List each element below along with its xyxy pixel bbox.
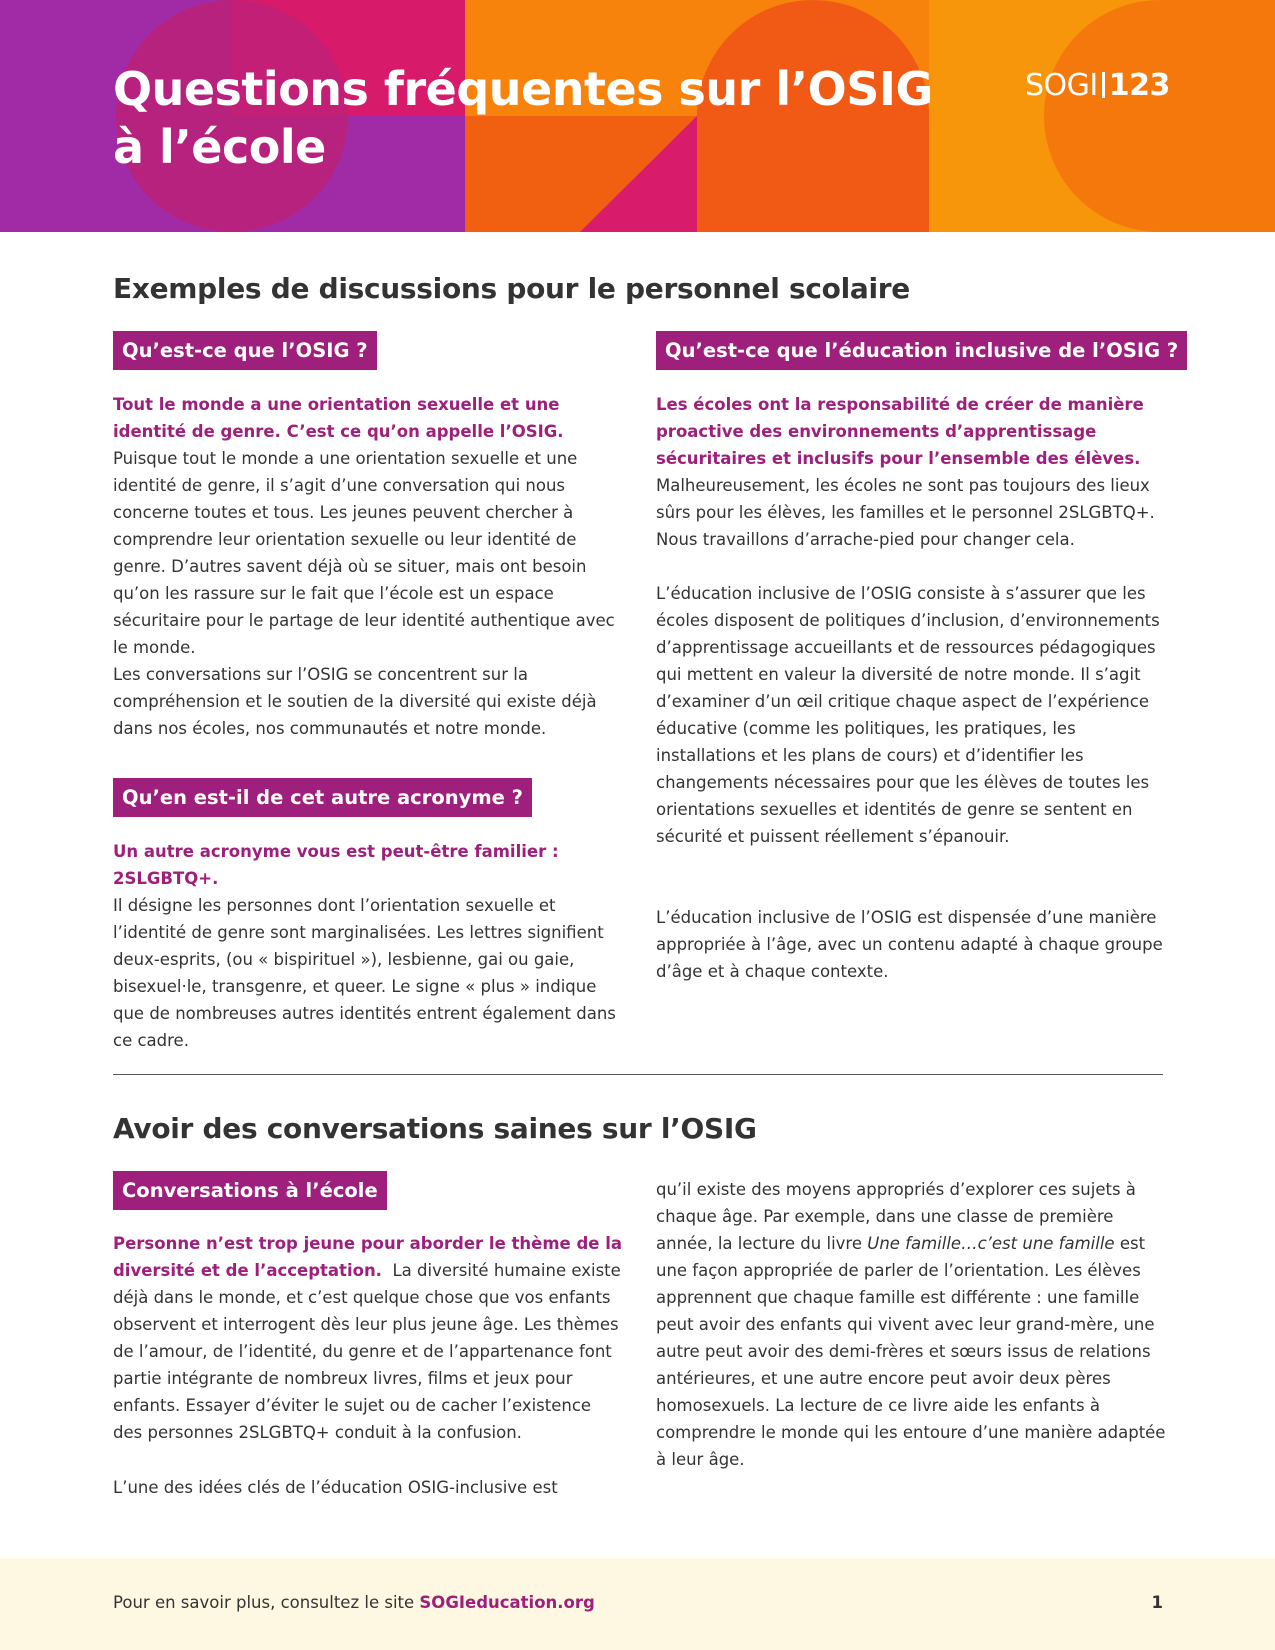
body-text-b: est une façon appropriée de parler de l’orientation. Les élèves apprennent que chaque famille est différente : une famille peut avoir des enfants qui vivent avec leur grand-mère, une autre peut avoir des demi-frères et sœurs issus de relations antérieures, et une autre encore peut avoir deux pères homosexuels. La lecture de ce livre aide les enfants à comprendre le monde qui les entoure d’une manière adaptée à leur âge. — [656, 1234, 1166, 1469]
body-text: Malheureusement, les écoles ne sont pas toujours des lieux sûrs pour les élèves, les familles et le personnel 2SLGBTQ+. Nous travaillons d’arrache-pied pour changer cela. — [656, 476, 1155, 549]
footer-website-link[interactable]: SOGIeducation.org — [419, 1593, 595, 1612]
highlight-lead: Un autre acronyme vous est peut-être familier : 2SLGBTQ+. — [113, 842, 559, 888]
body-text: Il désigne les personnes dont l’orientation sexuelle et l’identité de genre sont marginalisées. Les lettres signifient deux-esprits, (ou « bispirituel »), lesbienne, gai ou gaie, bisexuel·le, transgenre, et queer. Le signe « plus » indique que de nombreuses autres identités entrent également dans ce cadre. — [113, 896, 616, 1050]
section-heading-healthy-conversations: Avoir des conversations saines sur l’OSIG — [113, 1112, 757, 1145]
page-number: 1 — [1151, 1593, 1163, 1612]
body-text: Puisque tout le monde a une orientation sexuelle et une identité de genre, il s’agit d’une conversation qui nous concerne toutes et tous. Les jeunes peuvent chercher à comprendre leur orientation sexuelle ou leur identité de genre. D’autres savent déjà où se situer, mais ont besoin qu’on les rassure sur le fait que l’école est un espace sécuritaire pour le partage de leur identité authentique avec le monde. — [113, 449, 615, 657]
paragraph-other-acronym — [113, 838, 623, 1054]
paragraph-inclusive-education — [656, 391, 1168, 553]
paragraph-inclusive-definition: L’éducation inclusive de l’OSIG consiste à s’assurer que les écoles disposent de politiques d’inclusion, d’environnements d’apprentissage accueillants et de ressources pédagogiques qui mettent en valeur la diversité de notre monde. Il s’agit d’examiner d’un œil critique chaque aspect de l’expérience éducative (comme les politiques, les pratiques, les installations et les plans de cours) et d’identifier les changements nécessaires pour que les élèves de toutes les orientations sexuelles et identités de genre se sentent en sécurité et puissent réellement s’épanouir. — [656, 584, 1160, 846]
paragraph-age-appropriate: L’éducation inclusive de l’OSIG est dispensée d’une manière appropriée à l’âge, avec un contenu adapté à chaque groupe d’âge et à chaque contexte. — [656, 908, 1163, 981]
paragraph-sogi-conversations: Les conversations sur l’OSIG se concentrent sur la compréhension et le soutien de la diversité qui existe déjà dans nos écoles, nos communautés et notre monde. — [113, 665, 597, 738]
highlight-lead: Personne n’est trop jeune pour aborder le thème de la diversité et de l’acceptation. — [113, 1234, 623, 1280]
tag-other-acronym: Qu’en est-il de cet autre acronyme ? — [113, 778, 532, 817]
tag-school-conversations: Conversations à l’école — [113, 1171, 387, 1210]
logo-text-sogi: SOGI — [1025, 68, 1098, 103]
footer — [0, 1558, 1275, 1650]
logo-divider — [1102, 72, 1105, 98]
tag-what-is-sogi: Qu’est-ce que l’OSIG ? — [113, 331, 377, 370]
highlight-lead: Les écoles ont la responsabilité de créer de manière proactive des environnements d’apprentissage sécuritaires et inclusifs pour l’ensemble des élèves. — [656, 395, 1144, 468]
logo-text-123: 123 — [1108, 68, 1170, 103]
highlight-lead: Tout le monde a une orientation sexuelle et une identité de genre. C’est ce qu’on appelle l’OSIG. — [113, 395, 564, 441]
tag-inclusive-education: Qu’est-ce que l’éducation inclusive de l’OSIG ? — [656, 331, 1187, 370]
footer-label: Pour en savoir plus, consultez le site — [113, 1593, 415, 1612]
paragraph-key-idea: L’une des idées clés de l’éducation OSIG-inclusive est — [113, 1478, 558, 1497]
paragraph-never-too-young — [113, 1230, 623, 1446]
footer-text — [113, 1593, 595, 1612]
paragraph-book-example — [656, 1176, 1168, 1473]
section-divider — [113, 1074, 1163, 1075]
book-title: Une famille…c’est une famille — [867, 1234, 1115, 1253]
header-banner — [0, 0, 1275, 232]
sogi123-logo — [1025, 68, 1170, 103]
body-text-a: qu’il existe des moyens appropriés d’explorer ces sujets à chaque âge. Par exemple, dans une classe de première année, la lecture du livre — [656, 1180, 1136, 1253]
section-heading-staff-discussions: Exemples de discussions pour le personnel scolaire — [113, 272, 910, 305]
body-text: La diversité humaine existe déjà dans le monde, et c’est quelque chose que vos enfants observent et interrogent dès leur plus jeune âge. Les thèmes de l’amour, de l’identité, du genre et de l’appartenance font partie intégrante de nombreux livres, films et jeux pour enfants. Essayer d’éviter le sujet ou de cacher l’existence des personnes 2SLGBTQ+ conduit à la confusion. — [113, 1261, 621, 1442]
paragraph-what-is-sogi — [113, 391, 623, 661]
page-title: Questions fréquentes sur l’OSIG à l’école — [113, 62, 933, 174]
